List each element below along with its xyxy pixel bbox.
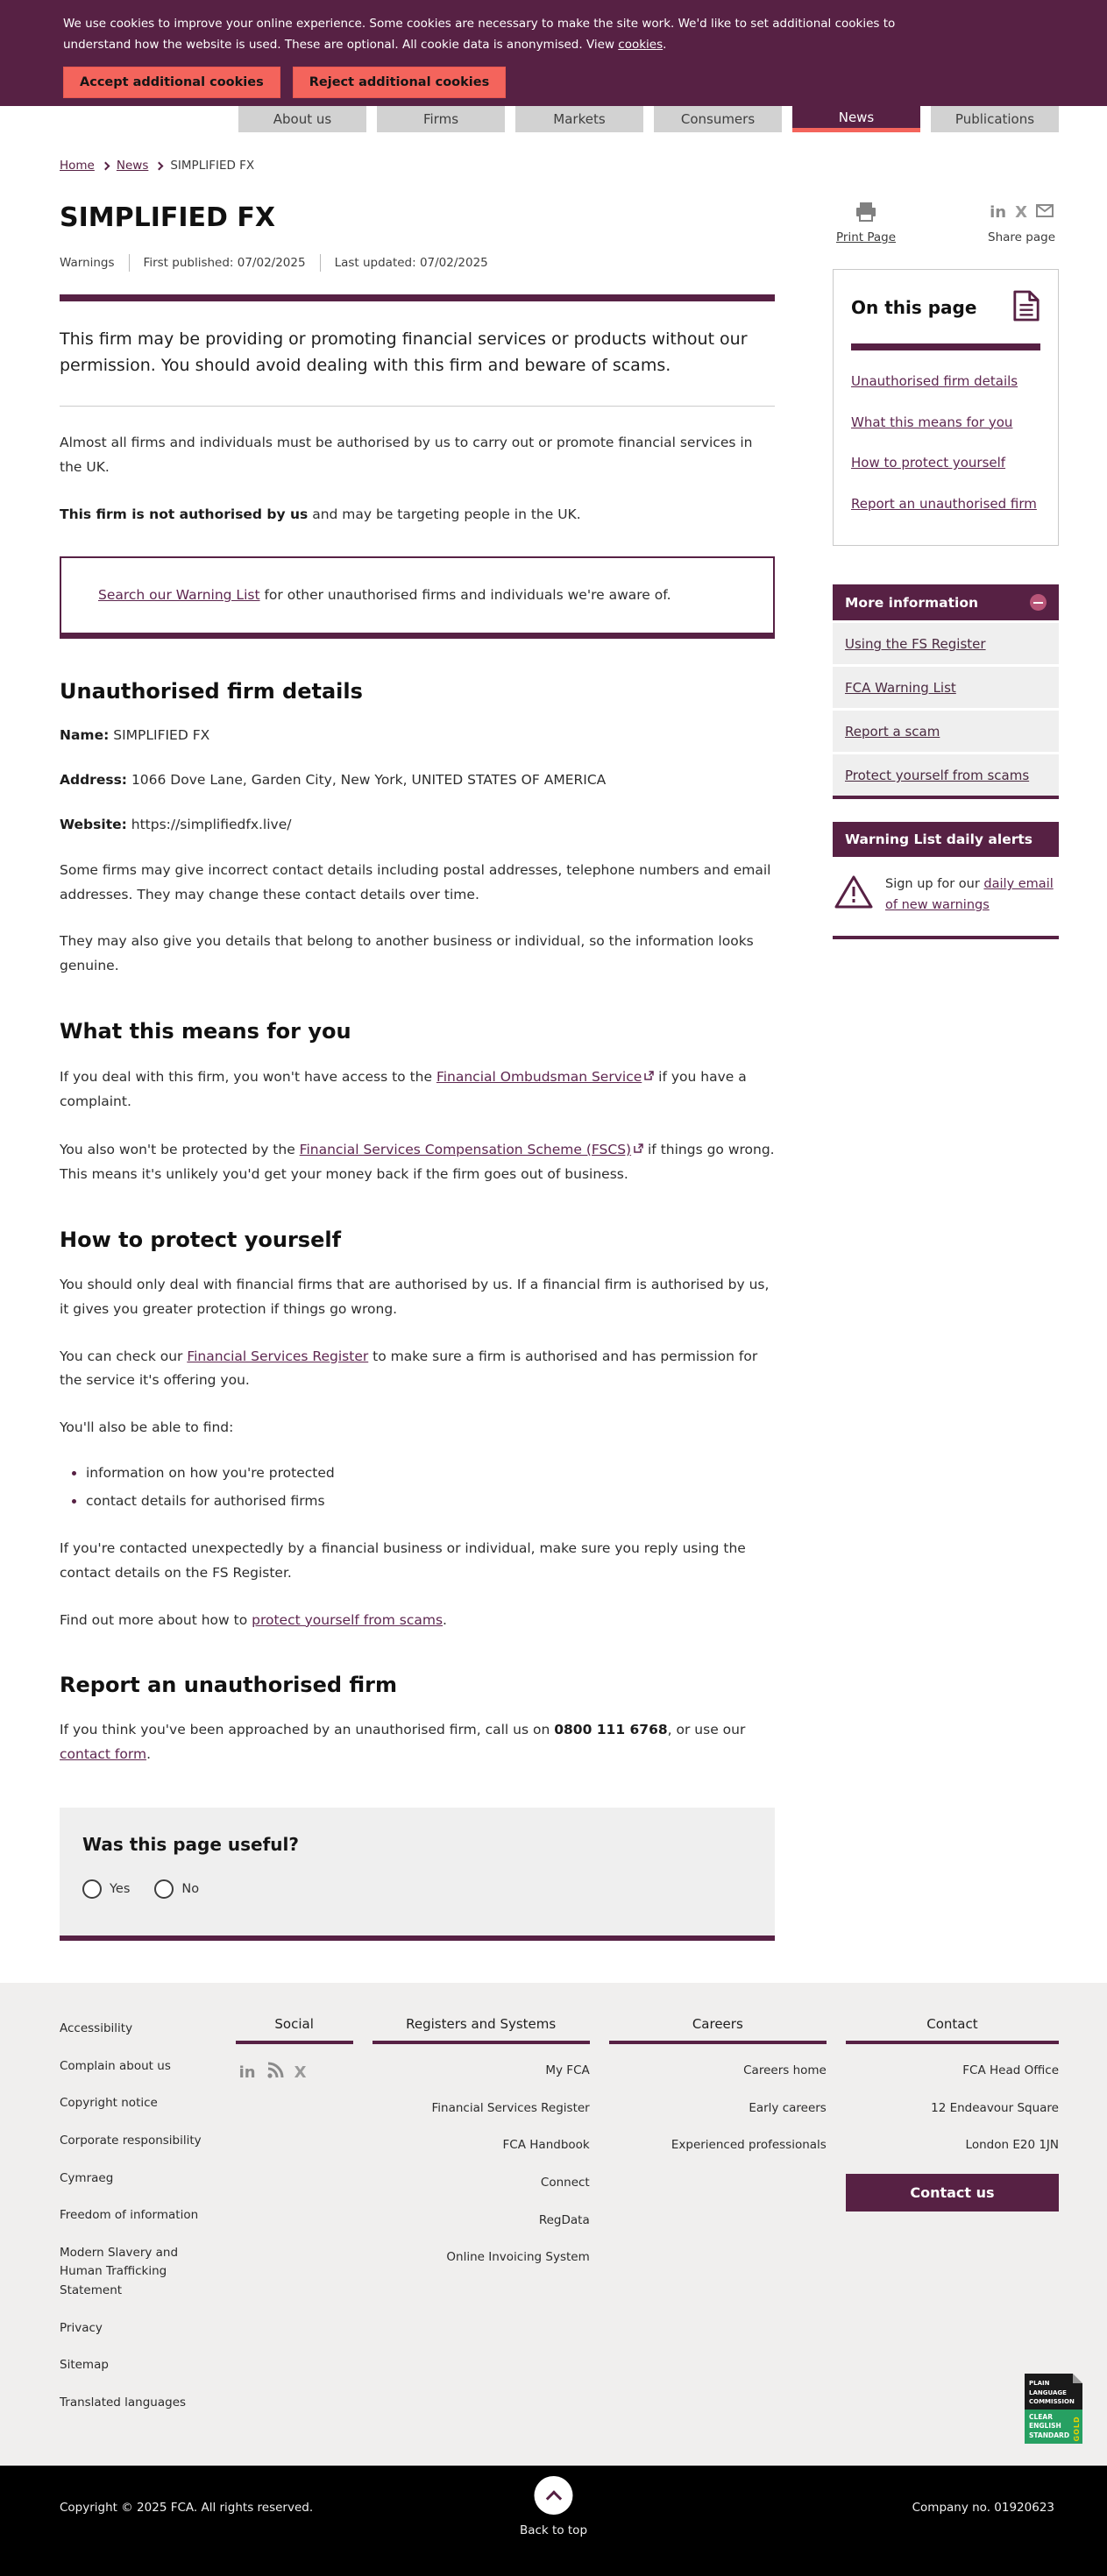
details-paragraph-2: They may also give you details that belong to another business or individual, so the information looks genuine. bbox=[60, 933, 754, 974]
firm-website-label: Website: bbox=[60, 816, 127, 832]
radio-yes[interactable] bbox=[82, 1879, 102, 1899]
daily-email-signup-link[interactable]: daily email of new warnings bbox=[885, 877, 1054, 912]
contact-us-button[interactable]: Contact us bbox=[846, 2174, 1059, 2212]
article-meta bbox=[60, 254, 775, 272]
contact-address-line: FCA Head Office bbox=[962, 2063, 1059, 2078]
footer-link-my-fca[interactable]: My FCA bbox=[545, 2063, 590, 2078]
feedback-box bbox=[60, 1808, 775, 1941]
protect-paragraph-1: You should only deal with financial firms that are authorised by us. If a financial firm is authorised by us, it gives you greater protection if things go wrong. bbox=[60, 1276, 770, 1317]
cookie-message-text: We use cookies to improve your online experience. Some cookies are necessary to make the site work. We'd like to set additional cookies to understand how the website is used. These are optional. All cookie data is anonymised. View bbox=[63, 17, 896, 53]
plain-language-badge bbox=[1025, 2374, 1082, 2444]
means-paragraph-2 bbox=[60, 1137, 775, 1187]
footer-registers-title: Registers and Systems bbox=[373, 2016, 590, 2044]
not-authorised-paragraph bbox=[60, 503, 775, 527]
warning-alerts-body bbox=[833, 857, 1059, 936]
firm-address-label: Address: bbox=[60, 772, 127, 789]
linkedin-icon[interactable]: in bbox=[990, 202, 1007, 222]
footer-link-careers-home[interactable]: Careers home bbox=[743, 2063, 827, 2078]
section-heading-firm-details: Unauthorised firm details bbox=[60, 679, 363, 704]
report-a-scam-link[interactable]: Report a scam bbox=[845, 724, 940, 740]
nav-tab-news[interactable]: News bbox=[792, 106, 920, 132]
nav-tab-firms[interactable]: Firms bbox=[377, 106, 505, 132]
footer-link-cymraeg[interactable]: Cymraeg bbox=[60, 2170, 114, 2185]
chevron-right-icon bbox=[101, 161, 110, 170]
back-to-top-button[interactable] bbox=[520, 2476, 587, 2537]
more-info-row bbox=[833, 623, 1059, 664]
footer-link-translated-languages[interactable]: Translated languages bbox=[60, 2395, 187, 2410]
warning-alerts-header bbox=[833, 822, 1059, 857]
share-icons bbox=[988, 201, 1055, 223]
footer-link-sitemap[interactable]: Sitemap bbox=[60, 2358, 109, 2373]
feedback-no-label: No bbox=[181, 1882, 200, 1897]
cookie-banner bbox=[0, 0, 1107, 106]
toc-link-what-this-means[interactable]: What this means for you bbox=[851, 414, 1013, 430]
footer-social-title: Social bbox=[236, 2016, 353, 2044]
print-action[interactable] bbox=[836, 201, 896, 244]
contact-address-line: 12 Endeavour Square bbox=[931, 2100, 1059, 2115]
footer-contact-column bbox=[846, 2016, 1059, 2431]
breadcrumb-current: SIMPLIFIED FX bbox=[170, 159, 255, 173]
intro-paragraph: Almost all firms and individuals must be authorised by us to carry out or promote financial services in the UK. bbox=[60, 434, 753, 475]
section-heading-what-this-means: What this means for you bbox=[60, 1019, 351, 1044]
footer-link-connect[interactable]: Connect bbox=[540, 2175, 590, 2190]
footer-registers-column bbox=[373, 2016, 590, 2431]
firm-website-value: https://simplifiedfx.live/ bbox=[131, 816, 292, 832]
on-this-page-header bbox=[851, 289, 1040, 326]
bullet-item: • information on how you're protected bbox=[86, 1463, 775, 1483]
printer-icon[interactable] bbox=[836, 201, 896, 223]
section-heading-report-firm: Report an unauthorised firm bbox=[60, 1673, 398, 1698]
footer-links-column bbox=[60, 2016, 216, 2431]
financial-ombudsman-link[interactable]: Financial Ombudsman Service bbox=[436, 1069, 642, 1086]
page-title: SIMPLIFIED FX bbox=[60, 202, 276, 233]
chevron-right-icon bbox=[155, 161, 164, 170]
plain-language-badge-top bbox=[1025, 2374, 1082, 2409]
fca-warning-list-link[interactable]: FCA Warning List bbox=[845, 680, 956, 696]
nav-tab-consumers[interactable]: Consumers bbox=[654, 106, 782, 132]
firm-name-label: Name: bbox=[60, 727, 110, 744]
more-info-row bbox=[833, 667, 1059, 708]
firm-address-row bbox=[60, 769, 775, 791]
warning-list-callout-text: for other unauthorised firms and individuals we're aware of. bbox=[259, 587, 671, 604]
share-page-label: Share page bbox=[988, 230, 1055, 244]
external-link-icon bbox=[644, 1065, 654, 1089]
means-paragraph-1 bbox=[60, 1065, 775, 1115]
badge-clear-english-text: CLEAR ENGLISH STANDARD bbox=[1029, 2412, 1070, 2439]
firm-name-value: SIMPLIFIED FX bbox=[113, 727, 210, 744]
more-information-panel bbox=[833, 584, 1059, 799]
alerts-signup-pre: Sign up for our bbox=[885, 877, 984, 891]
footer-link-online-invoicing[interactable]: Online Invoicing System bbox=[446, 2250, 590, 2265]
first-published: First published: 07/02/2025 bbox=[143, 256, 306, 270]
means-p2-post: if things go wrong. This means it's unlikely you'd get your money back if the firm goes out of business. bbox=[60, 1141, 775, 1182]
not-authorised-rest: and may be targeting people in the UK. bbox=[308, 506, 581, 522]
protect-p5-pre: Find out more about how to bbox=[60, 1611, 252, 1628]
last-updated: Last updated: 07/02/2025 bbox=[334, 256, 488, 270]
on-this-page-box bbox=[833, 269, 1059, 546]
chevron-up-icon[interactable] bbox=[534, 2476, 572, 2515]
footer-link-copyright-notice[interactable]: Copyright notice bbox=[60, 2096, 158, 2111]
x-twitter-icon[interactable]: X bbox=[294, 2063, 307, 2082]
divider bbox=[60, 406, 775, 407]
phone-number: 0800 111 6768 bbox=[554, 1722, 668, 1738]
fs-register-link[interactable]: Financial Services Register bbox=[187, 1348, 369, 1364]
toc-link-report-firm[interactable]: Report an unauthorised firm bbox=[851, 495, 1037, 512]
plain-language-badge-bottom bbox=[1025, 2410, 1082, 2445]
means-p1-pre: If you deal with this firm, you won't have access to the bbox=[60, 1069, 436, 1086]
title-accent-bar bbox=[60, 294, 775, 301]
report-paragraph bbox=[60, 1718, 775, 1767]
warning-alerts-panel bbox=[833, 822, 1059, 939]
protect-paragraph-5 bbox=[60, 1609, 775, 1633]
reject-cookies-button[interactable]: Reject additional cookies bbox=[293, 67, 506, 98]
firm-address-value: 1066 Dove Lane, Garden City, New York, UNITED STATES OF AMERICA bbox=[131, 772, 607, 789]
footer-link-early-careers[interactable]: Early careers bbox=[749, 2100, 827, 2115]
cookie-message bbox=[63, 13, 966, 56]
sidebar bbox=[833, 194, 1059, 1941]
protect-p2-post: to make sure a firm is authorised and has permission for the service it's offering you. bbox=[60, 1348, 758, 1389]
rss-icon[interactable] bbox=[266, 2062, 284, 2083]
radio-no[interactable] bbox=[154, 1879, 174, 1899]
cookie-message-end: . bbox=[663, 38, 667, 53]
footer-link-corporate-responsibility[interactable]: Corporate responsibility bbox=[60, 2133, 202, 2148]
breadcrumb-home-link[interactable]: Home bbox=[60, 159, 95, 173]
footer-social-icons bbox=[236, 2062, 353, 2083]
nav-tab-about-us[interactable]: About us bbox=[238, 106, 366, 132]
report-mid: , or use our bbox=[667, 1722, 746, 1738]
linkedin-icon[interactable]: in bbox=[238, 2063, 256, 2082]
warning-list-callout bbox=[60, 556, 775, 639]
x-twitter-icon[interactable]: X bbox=[1015, 202, 1027, 222]
feedback-yes-label: Yes bbox=[110, 1882, 131, 1897]
breadcrumb bbox=[60, 159, 1059, 173]
not-authorised-bold: This firm is not authorised by us bbox=[60, 506, 309, 522]
warning-lead: This firm may be providing or promoting financial services or products without our permission. You should avoid dealing with this firm and beware of scams. bbox=[60, 329, 748, 376]
on-this-page-accent-bar bbox=[851, 343, 1040, 350]
bullet-item: • contact details for authorised firms bbox=[86, 1491, 775, 1511]
firm-name-row bbox=[60, 725, 775, 747]
document-icon bbox=[1012, 289, 1040, 326]
protect-paragraph-4: If you're contacted unexpectedly by a financial business or individual, make sure you reply using the contact details on the FS Register. bbox=[60, 1539, 746, 1581]
feedback-options bbox=[82, 1879, 752, 1899]
footer-link-regdata[interactable]: RegData bbox=[538, 2212, 590, 2227]
search-warning-list-link[interactable]: Search our Warning List bbox=[98, 587, 260, 604]
protect-p5-post: . bbox=[443, 1611, 447, 1628]
protect-paragraph-2 bbox=[60, 1345, 775, 1394]
badge-fold-corner bbox=[1073, 2374, 1082, 2383]
report-pre: If you think you've been approached by an unauthorised firm, call us on bbox=[60, 1722, 555, 1738]
back-to-top-label: Back to top bbox=[519, 2523, 588, 2538]
bottom-bar bbox=[0, 2466, 1107, 2576]
company-number: Company no. 01920623 bbox=[912, 2501, 1054, 2516]
accept-cookies-button[interactable]: Accept additional cookies bbox=[63, 67, 280, 98]
report-post: . bbox=[146, 1746, 152, 1763]
firm-website-row bbox=[60, 814, 775, 836]
footer-link-accessibility[interactable]: Accessibility bbox=[60, 2021, 133, 2036]
category-label: Warnings bbox=[60, 256, 115, 270]
print-page-link[interactable]: Print Page bbox=[836, 230, 897, 244]
warning-triangle-icon bbox=[834, 874, 873, 913]
badge-top-text: PLAIN LANGUAGE COMMISSION bbox=[1029, 2380, 1075, 2405]
cookies-policy-link[interactable]: cookies bbox=[618, 38, 663, 53]
means-p1-post: if you have a complaint. bbox=[60, 1069, 747, 1110]
footer-link-freedom-of-information[interactable]: Freedom of information bbox=[60, 2208, 199, 2223]
share-action bbox=[988, 201, 1055, 244]
feedback-question: Was this page useful? bbox=[82, 1834, 299, 1856]
meta-divider bbox=[129, 254, 130, 272]
details-paragraph-1: Some firms may give incorrect contact details including postal addresses, telephone numbers and email addresses. They may change these contact details over time. bbox=[60, 861, 771, 902]
breadcrumb-news-link[interactable]: News bbox=[116, 159, 149, 173]
cookie-buttons bbox=[63, 67, 1054, 98]
protect-paragraph-3: You'll also be able to find: bbox=[60, 1419, 234, 1436]
more-info-row bbox=[833, 754, 1059, 796]
footer-careers-title: Careers bbox=[609, 2016, 827, 2044]
alerts-signup-text bbox=[885, 874, 1057, 916]
feedback-yes-option[interactable] bbox=[82, 1879, 130, 1899]
protect-yourself-scams-link[interactable]: Protect yourself from scams bbox=[845, 768, 1030, 783]
protect-bullet-list bbox=[60, 1463, 775, 1512]
nav-tab-markets[interactable]: Markets bbox=[515, 106, 643, 132]
contact-form-link[interactable]: contact form bbox=[60, 1746, 147, 1763]
footer-link-privacy[interactable]: Privacy bbox=[60, 2320, 103, 2335]
contact-address-line: London E20 1JN bbox=[965, 2138, 1059, 2153]
page-actions bbox=[836, 201, 1055, 244]
toc-link-firm-details[interactable]: Unauthorised firm details bbox=[851, 373, 1018, 389]
email-icon[interactable] bbox=[1036, 204, 1054, 221]
nav-tab-publications[interactable]: Publications bbox=[931, 106, 1059, 132]
footer-link-complain[interactable]: Complain about us bbox=[60, 2058, 171, 2073]
section-heading-protect-yourself: How to protect yourself bbox=[60, 1227, 342, 1252]
fscs-link[interactable]: Financial Services Compensation Scheme (FSCS) bbox=[299, 1141, 632, 1157]
using-fs-register-link[interactable]: Using the FS Register bbox=[845, 636, 986, 652]
warning-alerts-title: Warning List daily alerts bbox=[845, 832, 1032, 847]
protect-from-scams-link[interactable]: protect yourself from scams bbox=[252, 1611, 444, 1628]
collapse-minus-icon[interactable] bbox=[1030, 594, 1047, 611]
footer-link-fca-handbook[interactable]: FCA Handbook bbox=[502, 2138, 590, 2153]
external-link-icon bbox=[634, 1137, 643, 1162]
article-main bbox=[60, 194, 775, 1941]
footer bbox=[0, 1983, 1107, 2466]
footer-link-modern-slavery[interactable]: Modern Slavery and Human Trafficking Statement bbox=[60, 2245, 179, 2297]
feedback-no-option[interactable] bbox=[154, 1879, 199, 1899]
copyright-text: Copyright © 2025 FCA. All rights reserved. bbox=[60, 2501, 314, 2516]
more-information-title: More information bbox=[845, 594, 979, 611]
meta-divider bbox=[320, 254, 321, 272]
badge-gold-text: GOLD bbox=[1073, 2416, 1081, 2442]
means-p2-pre: You also won't be protected by the bbox=[60, 1141, 300, 1157]
protect-p2-pre: You can check our bbox=[60, 1348, 188, 1364]
footer-link-experienced-professionals[interactable]: Experienced professionals bbox=[671, 2138, 827, 2153]
footer-social-column bbox=[236, 2016, 353, 2431]
footer-link-fs-register[interactable]: Financial Services Register bbox=[431, 2100, 590, 2115]
more-information-header[interactable] bbox=[833, 584, 1059, 620]
footer-careers-column bbox=[609, 2016, 827, 2431]
on-this-page-title: On this page bbox=[851, 297, 977, 318]
more-info-row bbox=[833, 711, 1059, 752]
primary-nav bbox=[0, 106, 1107, 132]
footer-contact-title: Contact bbox=[846, 2016, 1059, 2044]
toc-link-protect-yourself[interactable]: How to protect yourself bbox=[851, 455, 1006, 471]
